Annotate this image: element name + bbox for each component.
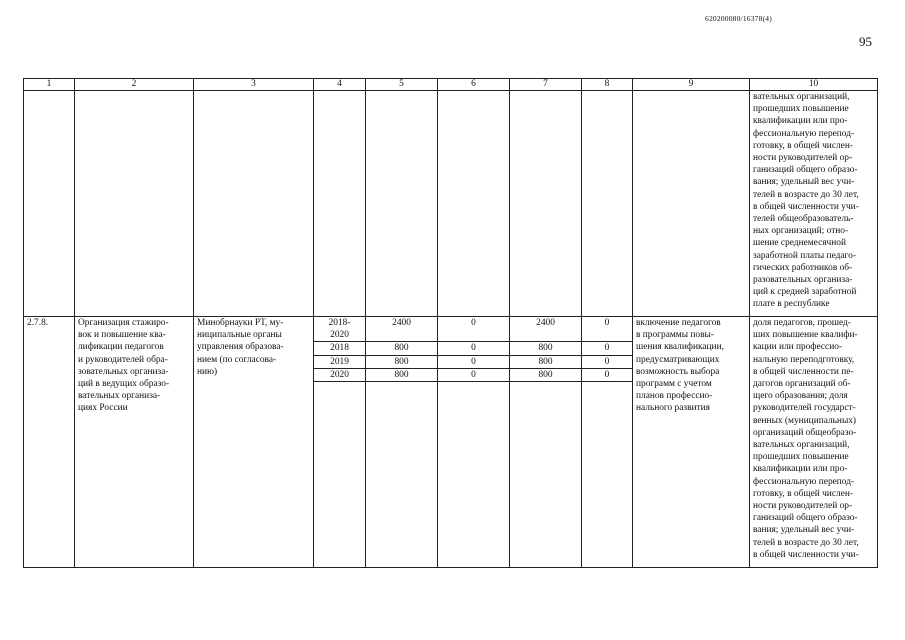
expected-result: включение педагогов в программы повы- шения квалификации, предусматривающих возможность выбора программ с учетом планов профессио- нального развития <box>633 317 750 568</box>
continuation-row <box>24 91 878 317</box>
value-cell: 800 <box>366 355 438 368</box>
column-number: 3 <box>194 79 314 91</box>
period-cell: 2018 <box>314 342 366 355</box>
column-number: 4 <box>314 79 366 91</box>
value-cell: 0 <box>582 368 633 381</box>
column-number: 9 <box>633 79 750 91</box>
value-cell: 800 <box>510 342 582 355</box>
column-number: 7 <box>510 79 582 91</box>
value-cell: 0 <box>582 355 633 368</box>
page-number: 95 <box>859 34 872 49</box>
measure-name: Организация стажиро- вок и повышение ква- лификации педагогов и руководителей обра- зовательных организа- ций в ведущих образо- вательных организа- циях России <box>75 317 194 568</box>
column-number: 5 <box>366 79 438 91</box>
value-cell: 2400 <box>366 317 438 342</box>
table-row <box>24 317 878 342</box>
value-cell: 0 <box>438 317 510 342</box>
column-number: 2 <box>75 79 194 91</box>
column-number: 10 <box>750 79 878 91</box>
period-cell: 2020 <box>314 368 366 381</box>
continuation-indicators: вательных организаций, прошедших повышение квалификации или про- фессиональную перепод- готовку, в общей числен- ности руководителей ор- ганизаций общего образо- вания; удельный вес учи- телей в возрасте до 30 лет, в общей численности учи- телей общеобразователь- ных организаций; отно- шение среднемесячной заработной платы педаго- гических работников об- разовательных организа- ций к средней заработной плате в республике <box>750 91 878 317</box>
value-cell: 0 <box>582 317 633 342</box>
value-cell: 0 <box>438 355 510 368</box>
period-cell: 2018- 2020 <box>314 317 366 342</box>
column-number: 6 <box>438 79 510 91</box>
value-cell: 800 <box>366 368 438 381</box>
indicators: доля педагогов, прошед- ших повышение квалифи- кации или профессио- нальную переподготовку, в общей численности пе- дагогов организаций об- щего образования; доля руководителей государст- венных (муниципальных) организаций общеобразо- вательных организаций, прошедших повышение квалификации или про- фессиональную перепод- готовку, в общей числен- ности руководителей ор- ганизаций общего образо- вания; удельный вес учи- телей в возрасте до 30 лет, в общей численности учи- <box>750 317 878 568</box>
row-code: 2.7.8. <box>24 317 75 568</box>
value-cell: 800 <box>366 342 438 355</box>
value-cell: 0 <box>582 342 633 355</box>
plan-table <box>23 78 878 568</box>
column-number: 1 <box>24 79 75 91</box>
value-cell: 800 <box>510 368 582 381</box>
document-id: 620200080/16378(4) <box>705 14 772 23</box>
executor: Минобрнауки РТ, му- ниципальные органы управления образова- нием (по согласова- нию) <box>194 317 314 568</box>
value-cell: 0 <box>438 368 510 381</box>
period-cell: 2019 <box>314 355 366 368</box>
column-number-row <box>24 79 878 91</box>
value-cell: 0 <box>438 342 510 355</box>
value-cell: 2400 <box>510 317 582 342</box>
column-number: 8 <box>582 79 633 91</box>
value-cell: 800 <box>510 355 582 368</box>
